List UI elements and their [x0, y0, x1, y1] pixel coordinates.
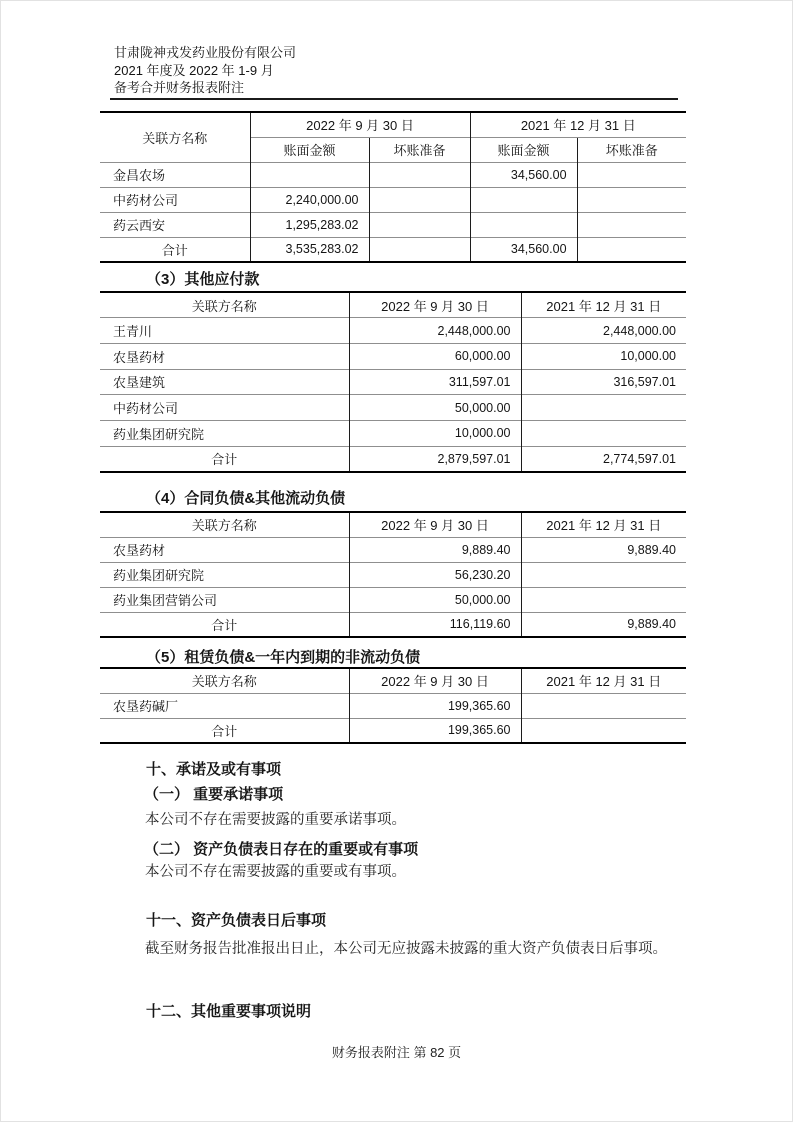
table-row: [100, 587, 686, 612]
amount-cell: 10,000.00: [349, 420, 521, 446]
section-heading-post-balance-events: 十一、资产负债表日后事项: [146, 912, 327, 929]
amount-cell: [369, 187, 470, 212]
table-total-row: [100, 718, 686, 743]
table-total-row: [100, 612, 686, 637]
party-name-cell: 药云西安: [100, 212, 250, 237]
amount-cell: [521, 562, 686, 587]
table-row: [100, 562, 686, 587]
header-divider: [110, 98, 678, 100]
party-name-cell: 农垦药碱厂: [100, 693, 349, 718]
related-party-balances-table: [100, 111, 686, 263]
amount-cell: 3,535,283.02: [250, 237, 369, 262]
amount-cell: 50,000.00: [349, 395, 521, 421]
column-subheader: 账面金额: [250, 137, 369, 162]
amount-cell: 2,774,597.01: [521, 446, 686, 472]
total-label-cell: 合计: [100, 446, 349, 472]
amount-cell: 9,889.40: [521, 537, 686, 562]
table-row: [100, 318, 686, 344]
amount-cell: 316,597.01: [521, 369, 686, 395]
amount-cell: [521, 587, 686, 612]
table-row: [100, 693, 686, 718]
amount-cell: 2,448,000.00: [521, 318, 686, 344]
section-title-contract-liabilities: （4）合同负债&其他流动负债: [146, 490, 346, 507]
column-subheader: 账面金额: [470, 137, 577, 162]
amount-cell: [521, 718, 686, 743]
table-header-row: [100, 292, 686, 318]
column-header-date: 2022 年 9 月 30 日: [250, 112, 470, 137]
party-name-cell: 农垦建筑: [100, 369, 349, 395]
table-row: [100, 187, 686, 212]
table-header-row: [100, 112, 686, 137]
amount-cell: 1,295,283.02: [250, 212, 369, 237]
column-subheader: 坏账准备: [577, 137, 686, 162]
paragraph: 本公司不存在需要披露的重要或有事项。: [145, 864, 406, 880]
table-row: [100, 537, 686, 562]
party-name-cell: 农垦药材: [100, 537, 349, 562]
total-label-cell: 合计: [100, 718, 349, 743]
party-name-cell: 中药材公司: [100, 187, 250, 212]
column-header: 关联方名称: [191, 298, 257, 314]
amount-cell: [369, 237, 470, 262]
table-header-row: [100, 668, 686, 693]
column-header-date: 2021 年 12 月 31 日: [521, 668, 686, 693]
party-name-cell: 药业集团营销公司: [100, 587, 349, 612]
doc-title-line: 备考合并财务报表附注: [114, 80, 245, 95]
amount-cell: [470, 187, 577, 212]
column-header-date: 2021 年 12 月 31 日: [521, 292, 686, 318]
column-subheader: 坏账准备: [369, 137, 470, 162]
table-row: [100, 343, 686, 369]
total-label-cell: 合计: [100, 612, 349, 637]
amount-cell: 199,365.60: [349, 693, 521, 718]
section-title-other-payables: （3）其他应付款: [146, 271, 260, 288]
amount-cell: [470, 212, 577, 237]
column-header-date: 2022 年 9 月 30 日: [349, 292, 521, 318]
amount-cell: 50,000.00: [349, 587, 521, 612]
amount-cell: [250, 162, 369, 187]
column-header: 关联方名称: [142, 130, 208, 146]
amount-cell: 2,879,597.01: [349, 446, 521, 472]
other-payables-table: [100, 291, 686, 473]
amount-cell: [577, 212, 686, 237]
party-name-cell: 农垦药材: [100, 343, 349, 369]
amount-cell: 2,448,000.00: [349, 318, 521, 344]
column-header-date: 2021 年 12 月 31 日: [521, 512, 686, 537]
table-row: [100, 420, 686, 446]
table-row: [100, 369, 686, 395]
table-total-row: [100, 237, 686, 262]
section-title-lease-liabilities: （5）租赁负债&一年内到期的非流动负债: [146, 649, 421, 666]
section-heading-commitments: 十、承诺及或有事项: [146, 761, 282, 778]
table-header-row: [100, 512, 686, 537]
amount-cell: 116,119.60: [349, 612, 521, 637]
party-name-cell: 中药材公司: [100, 395, 349, 421]
subsection-heading-important-commitments: （一） 重要承诺事项: [144, 786, 284, 803]
table-row: [100, 395, 686, 421]
amount-cell: 56,230.20: [349, 562, 521, 587]
amount-cell: [369, 162, 470, 187]
amount-cell: 10,000.00: [521, 343, 686, 369]
table-total-row: [100, 446, 686, 472]
table-row: [100, 162, 686, 187]
amount-cell: [577, 187, 686, 212]
paragraph: 截至财务报告批准报出日止，本公司无应披露未披露的重大资产负债表日后事项。: [145, 941, 667, 957]
party-name-cell: 药业集团研究院: [100, 420, 349, 446]
company-name-line: 甘肃陇神戎发药业股份有限公司: [114, 45, 297, 60]
amount-cell: [521, 693, 686, 718]
amount-cell: 199,365.60: [349, 718, 521, 743]
amount-cell: 9,889.40: [521, 612, 686, 637]
amount-cell: [577, 162, 686, 187]
amount-cell: [577, 237, 686, 262]
amount-cell: 34,560.00: [470, 237, 577, 262]
amount-cell: [521, 395, 686, 421]
paragraph: 本公司不存在需要披露的重要承诺事项。: [145, 812, 406, 828]
column-header-date: 2021 年 12 月 31 日: [470, 112, 686, 137]
column-header: 关联方名称: [191, 674, 257, 690]
column-header-date: 2022 年 9 月 30 日: [349, 668, 521, 693]
page-footer: 财务报表附注 第 82 页: [331, 1045, 462, 1060]
document-header: [114, 44, 296, 97]
amount-cell: [369, 212, 470, 237]
amount-cell: 2,240,000.00: [250, 187, 369, 212]
amount-cell: 60,000.00: [349, 343, 521, 369]
amount-cell: 34,560.00: [470, 162, 577, 187]
lease-liabilities-table: [100, 667, 686, 744]
column-header: 关联方名称: [191, 518, 257, 534]
table-row: [100, 212, 686, 237]
column-header-date: 2022 年 9 月 30 日: [349, 512, 521, 537]
party-name-cell: 王青川: [100, 318, 349, 344]
period-line: 2021 年度及 2022 年 1-9 月: [114, 62, 274, 78]
amount-cell: 9,889.40: [349, 537, 521, 562]
amount-cell: [521, 420, 686, 446]
party-name-cell: 金昌农场: [100, 162, 250, 187]
contract-liabilities-table: [100, 511, 686, 638]
subsection-heading-contingencies: （二） 资产负债表日存在的重要或有事项: [144, 841, 419, 858]
section-heading-other-important-matters: 十二、其他重要事项说明: [146, 1003, 312, 1020]
party-name-cell: 药业集团研究院: [100, 562, 349, 587]
amount-cell: 311,597.01: [349, 369, 521, 395]
total-label-cell: 合计: [100, 237, 250, 262]
